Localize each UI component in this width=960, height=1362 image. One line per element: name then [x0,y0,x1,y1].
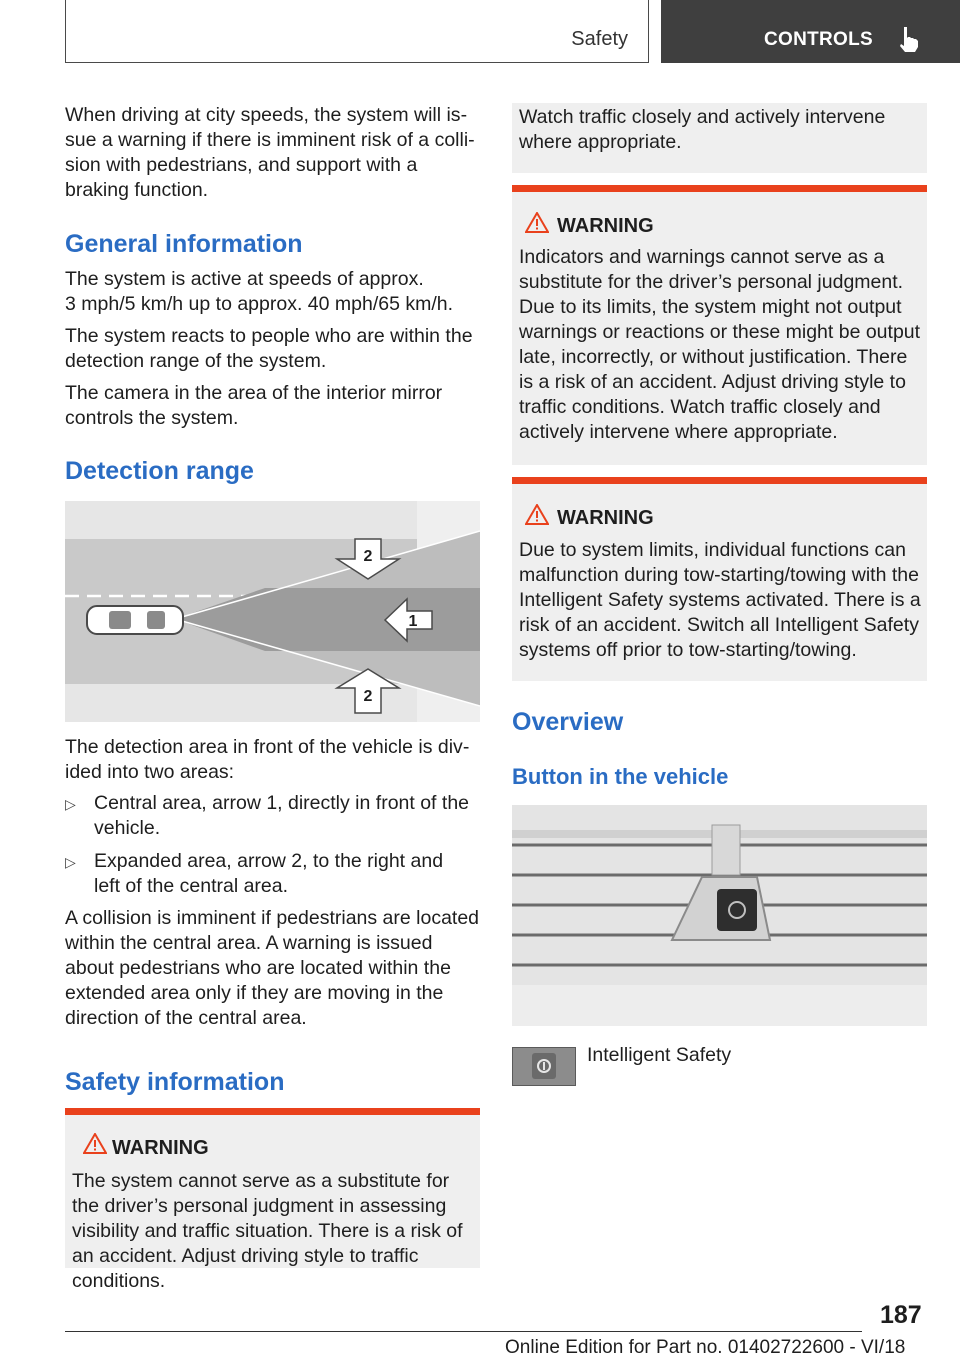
bullet-text-2: Expanded area, arrow 2, to the right and left of the central area. [94,850,444,897]
detection-para-2: A collision is imminent if pedestrians are located within the central area. A warning is issued about pedestrians who are located within the extended area only if they are moving in the direction of the central area. [65,907,480,1029]
warning-2-bar [512,185,927,192]
detection-range-diagram [65,501,480,722]
detection-range-heading: Detection range [65,457,254,485]
footer-edition: Online Edition for Part no. 01402722600 - VI/18 [505,1337,906,1358]
detection-para-1: The detection area in front of the vehicle is divided into two areas: [65,736,470,783]
warning-triangle-icon [525,504,549,525]
pointing-hand-icon [897,25,921,53]
continued-warning-text: Watch traffic closely and actively intervene where appropriate. [519,106,886,153]
arrow-label-1: 1 [408,613,418,630]
chapter-title: CONTROLS [764,29,874,50]
warning-triangle-icon [83,1133,107,1154]
button-in-vehicle-heading: Button in the vehicle [512,764,729,789]
general-para-2: The system reacts to people who are within the detection range of the system. [65,325,473,372]
warning-3-title: WARNING [557,507,654,529]
safety-information-heading: Safety information [65,1068,285,1096]
list-item [65,791,485,846]
warning-2-text: Indicators and warnings cannot serve as a substitute for the driver’s personal judgment. Due to its limits, the system might not output warnings or reactions or these might be output late, incorrectly, or without justification. There is a risk of an accident. Adjust driving style to traffic conditions. Watch traffic closely and actively intervene where appropriate. [519,246,921,443]
warning-1-bar [65,1108,480,1115]
general-para-1 [65,267,485,317]
intelligent-safety-button-icon [512,1047,576,1086]
general-para-1-line2: 3 mph/5 km/h up to approx. 40 mph/65 km/h. [65,293,454,315]
general-para-3: The camera in the area of the interior mirror controls the system. [65,382,443,429]
intro-paragraph: When driving at city speeds, the system will issue a warning if there is imminent risk of a collision with pedestrians, and support with a braking function. [65,104,475,201]
arrow-label-2-top: 2 [363,548,373,565]
intelligent-safety-label: Intelligent Safety [587,1044,732,1066]
bullet-list [65,791,485,904]
general-information-heading: General information [65,230,303,258]
warning-2-box [512,192,927,465]
list-item [65,849,485,904]
warning-3-text: Due to system limits, individual functions can malfunction during tow-starting/towing with the Intelligent Safety systems activated. There is a risk of an accident. Switch all Intelligent Safety systems off prior to tow-starting/towing. [519,539,921,661]
general-para-1-line1: The system is active at speeds of approx. [65,268,424,290]
warning-3-bar [512,477,927,484]
warning-1-box [65,1115,480,1292]
bullet-text-1: Central area, arrow 1, directly in front of the vehicle. [94,792,470,839]
overview-heading: Overview [512,708,624,736]
warning-3-box [512,484,927,681]
header-section-box [65,0,649,63]
section-title: Safety [571,28,628,50]
intelligent-safety-button [717,889,757,931]
warning-1-text: The system cannot serve as a substitute for the driver’s personal judgment in assessing visibility and traffic situation. There is a risk of an accident. Adjust driving style to traffic conditions. [72,1170,463,1292]
warning-1-title: WARNING [112,1137,209,1159]
bullet-marker: ▷ [65,796,76,812]
footer-rule [65,1331,862,1332]
car-icon [87,606,183,634]
vehicle-button-photo [512,805,927,1026]
warning-triangle-icon [525,212,549,233]
warning-2-title: WARNING [557,215,654,237]
page-number: 187 [880,1301,922,1329]
arrow-label-2-bottom: 2 [363,688,373,705]
continued-warning-box [512,103,927,173]
bullet-marker: ▷ [65,854,76,870]
